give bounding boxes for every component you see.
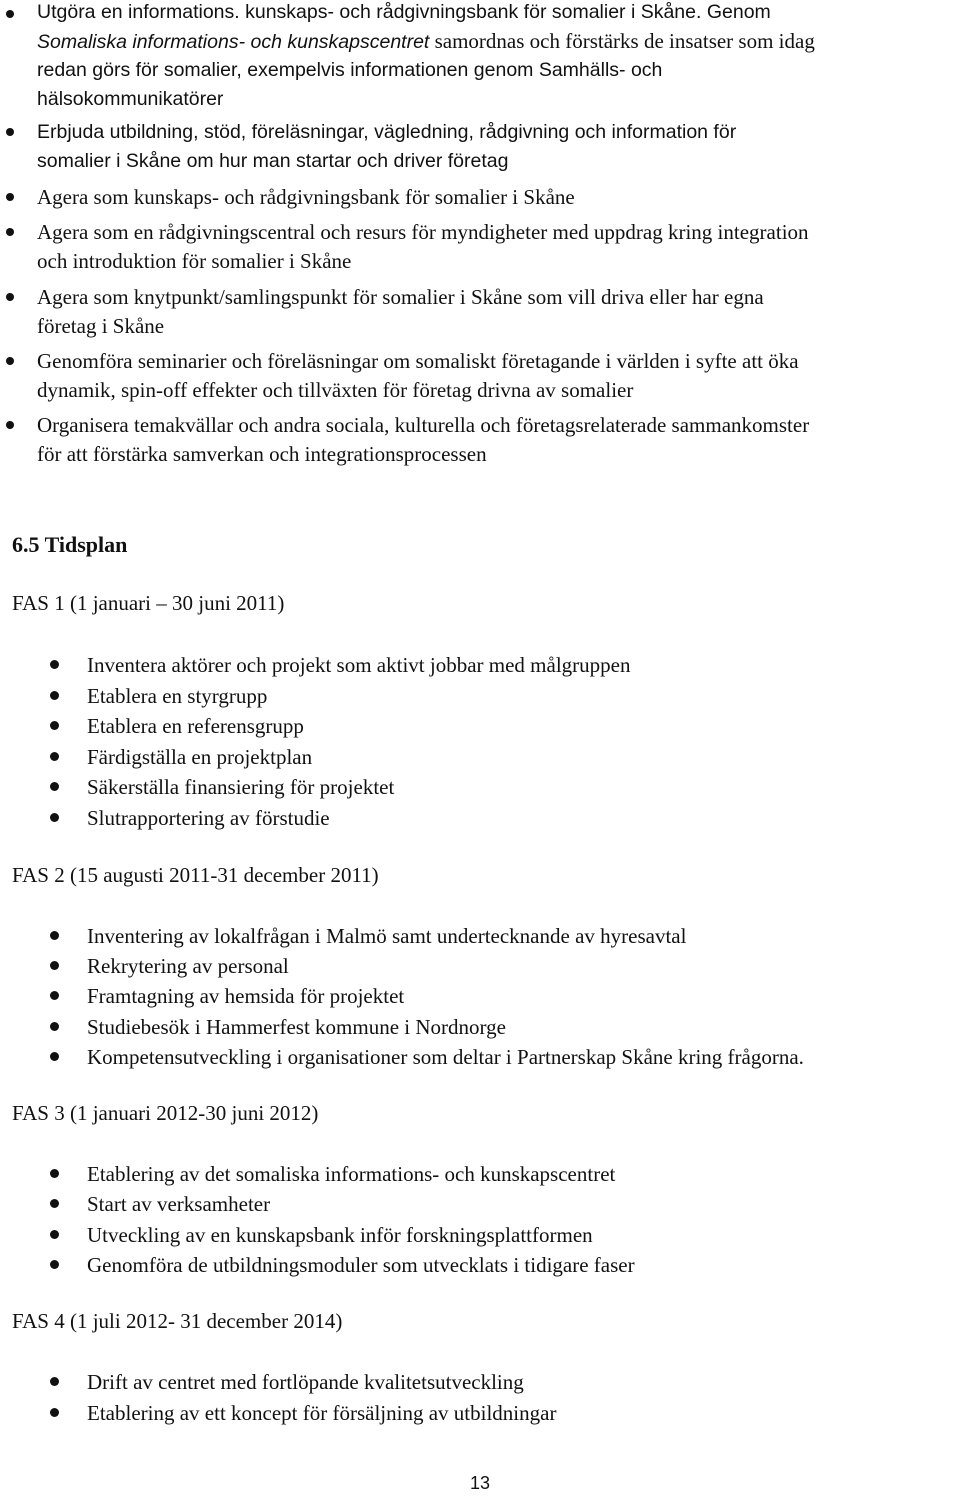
phase-title: FAS 4 (1 juli 2012- 31 december 2014)	[12, 1309, 343, 1333]
phase-item-text: Rekrytering av personal	[87, 954, 289, 978]
phase-list-item	[0, 711, 960, 741]
phase-item-text: Etablera en referensgrupp	[87, 714, 304, 738]
bullet-icon	[50, 931, 59, 940]
list-item-text: dynamik, spin-off effekter och tillväxten för företag drivna av somalier	[37, 378, 634, 402]
phase-item-text: Etablering av det somaliska informations- och kunskapscentret	[87, 1162, 616, 1186]
phase-item-text: Genomföra de utbildningsmoduler som utvecklats i tidigare faser	[87, 1253, 635, 1277]
phase-title: FAS 2 (15 augusti 2011-31 december 2011)	[12, 863, 379, 887]
phase-list-item	[0, 1012, 960, 1042]
phase-item-text: Etablering av ett koncept för försäljning av utbildningar	[87, 1401, 557, 1425]
centre-name: Somaliska informations- och kunskapscentret	[37, 31, 430, 53]
phase-list-item	[0, 681, 960, 711]
phase-item-text: Drift av centret med fortlöpande kvalitetsutveckling	[87, 1370, 524, 1394]
bullet-icon	[50, 1169, 59, 1178]
bullet-icon	[50, 752, 59, 761]
list-item-text: Erbjuda utbildning, stöd, föreläsningar, vägledning, rådgivning och information för	[37, 121, 737, 143]
list-item-text: somalier i Skåne om hur man startar och driver företag	[37, 150, 509, 172]
phase-item-text: Utveckling av en kunskapsbank inför forskningsplattformen	[87, 1223, 593, 1247]
bullet-icon	[50, 660, 59, 669]
section-heading: 6.5 Tidsplan	[12, 532, 128, 557]
list-item-text: för att förstärka samverkan och integrationsprocessen	[37, 442, 487, 466]
bullet-icon	[6, 10, 14, 18]
list-item-text: Organisera temakvällar och andra sociala, kulturella och företagsrelaterade sammankomster	[37, 413, 810, 437]
bullet-icon	[50, 813, 59, 822]
phase-item-text: Studiebesök i Hammerfest kommune i Nordnorge	[87, 1015, 506, 1039]
phase-list-item	[0, 1159, 960, 1189]
bullet-icon	[50, 961, 59, 970]
bullet-icon	[50, 721, 59, 730]
phase-item-text: Inventera aktörer och projekt som aktivt jobbar med målgruppen	[87, 653, 631, 677]
bullet-icon	[50, 691, 59, 700]
phase-title: FAS 3 (1 januari 2012-30 juni 2012)	[12, 1101, 319, 1125]
phase-list-item	[0, 981, 960, 1011]
bullet-icon	[6, 357, 14, 365]
list-item-text: och introduktion för somalier i Skåne	[37, 249, 352, 273]
phase-list-item	[0, 742, 960, 772]
phase-item-text: Inventering av lokalfrågan i Malmö samt undertecknande av hyresavtal	[87, 924, 687, 948]
page-number: 13	[469, 1473, 491, 1493]
phase-item-text: Säkerställa finansiering för projektet	[87, 775, 395, 799]
phase-list-item	[0, 1250, 960, 1280]
bullet-icon	[50, 1260, 59, 1269]
bullet-icon	[6, 128, 14, 136]
phase-item-text: Framtagning av hemsida för projektet	[87, 984, 405, 1008]
phase-item-text: Etablera en styrgrupp	[87, 684, 268, 708]
phase-list-item	[0, 772, 960, 802]
phase-list-item	[0, 1042, 960, 1072]
phase-list-item	[0, 951, 960, 981]
bullet-icon	[50, 1408, 59, 1417]
list-item-text: Agera som knytpunkt/samlingspunkt för somalier i Skåne som vill driva eller har egna	[37, 285, 764, 309]
list-item-text: företag i Skåne	[37, 314, 165, 338]
phase-list-item	[0, 921, 960, 951]
phase-list-item	[0, 1398, 960, 1428]
phase-item-text: Färdigställa en projektplan	[87, 745, 313, 769]
bullet-icon	[6, 228, 14, 236]
bullet-icon	[50, 1230, 59, 1239]
phase-list-item	[0, 1220, 960, 1250]
bullet-icon	[50, 782, 59, 791]
list-item-text: Genomföra seminarier och föreläsningar om somaliskt företagande i världen i syfte att öka	[37, 349, 799, 373]
bullet-icon	[50, 1052, 59, 1061]
phase-list-item	[0, 1367, 960, 1397]
list-item-text: Agera som en rådgivningscentral och resurs för myndigheter med uppdrag kring integration	[37, 220, 809, 244]
phase-item-text: Slutrapportering av förstudie	[87, 806, 330, 830]
phase-title: FAS 1 (1 januari – 30 juni 2011)	[12, 591, 285, 615]
bullet-icon	[6, 421, 14, 429]
bullet-icon	[6, 293, 14, 301]
phase-item-text: Kompetensutveckling i organisationer som deltar i Partnerskap Skåne kring frågorna.	[87, 1045, 804, 1069]
phase-item-text: Start av verksamheter	[87, 1192, 271, 1216]
phase-list-item	[0, 803, 960, 833]
list-item-text: Agera som kunskaps- och rådgivningsbank för somalier i Skåne	[37, 185, 575, 209]
list-item-text: samordnas och förstärks de insatser som idag	[429, 29, 815, 53]
list-item-text: redan görs för somalier, exempelvis informationen genom Samhälls- och	[37, 59, 663, 81]
bullet-icon	[50, 1377, 59, 1386]
bullet-icon	[50, 991, 59, 1000]
phase-list-item	[0, 1189, 960, 1219]
list-item-text: hälsokommunikatörer	[37, 88, 224, 110]
bullet-icon	[6, 193, 14, 201]
bullet-icon	[50, 1199, 59, 1208]
phase-list-item	[0, 650, 960, 680]
bullet-icon	[50, 1022, 59, 1031]
list-item-text: Utgöra en informations. kunskaps- och rådgivningsbank för somalier i Skåne. Genom	[37, 1, 771, 23]
